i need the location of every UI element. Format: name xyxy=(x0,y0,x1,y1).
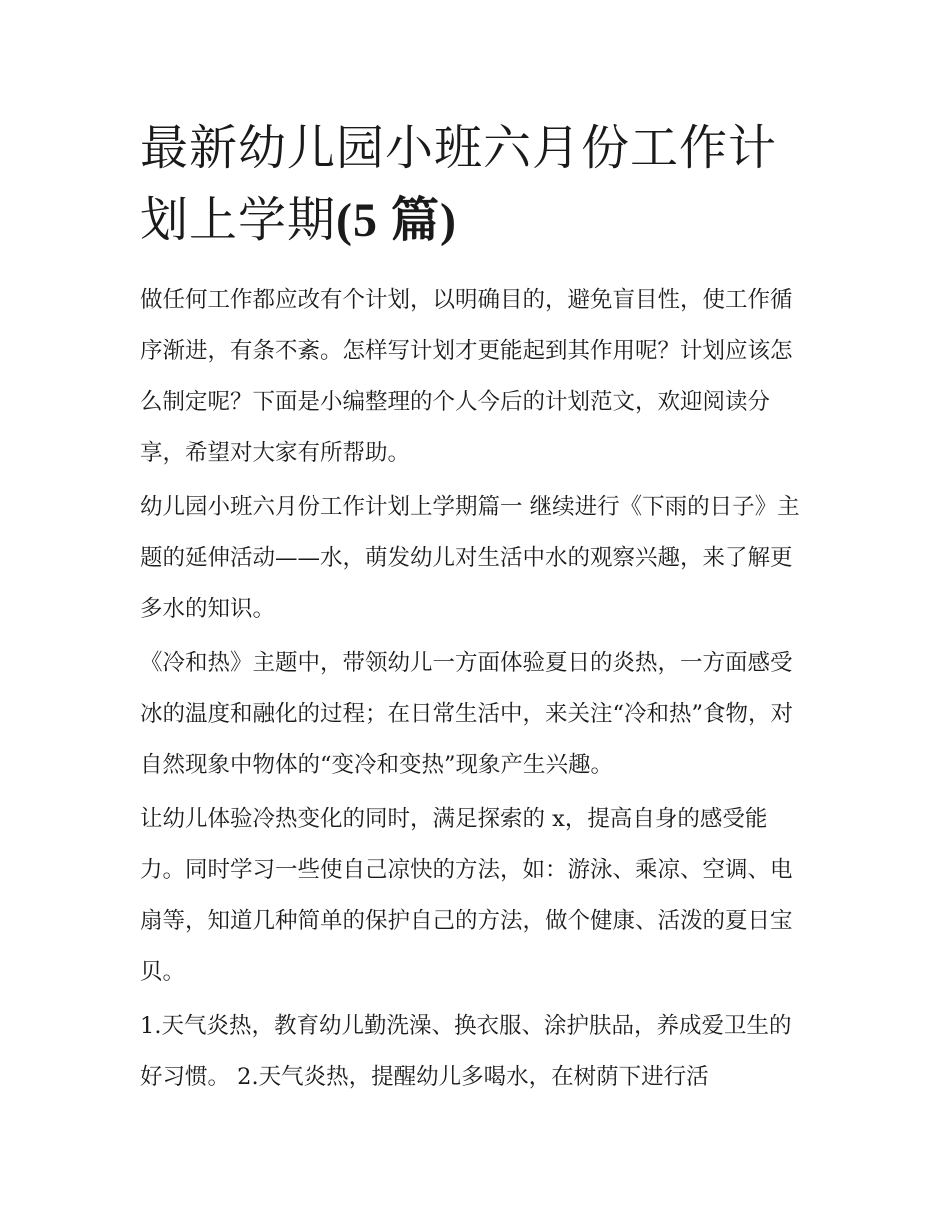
title-suffix: (5 篇) xyxy=(336,194,457,247)
document-title xyxy=(140,112,812,257)
document-page xyxy=(140,112,812,1106)
body-paragraph: 《冷和热》主题中，带领幼儿一方面体验夏日的炎热，一方面感受冰的温度和融化的过程；在日常生活中，来关注“冷和热”食物，对自然现象中物体的“变冷和变热”现象产生兴趣。 xyxy=(140,650,794,778)
title-main: 最新幼儿园小班六月份工作计划上学期 xyxy=(140,120,778,248)
intro-paragraph: 做任何工作都应改有个计划，以明确目的，避免盲目性，使工作循序渐进，有条不紊。怎样写计划才更能起到其作用呢？计划应该怎么制定呢？下面是小编整理的个人今后的计划范文，欢迎阅读分享，希望对大家有所帮助。 xyxy=(140,287,793,466)
body-paragraph: 让幼儿体验冷热变化的同时，满足探索的 x，提高自身的感受能力。同时学习一些使自己凉快的方法，如：游泳、乘凉、空调、电扇等，知道几种简单的保护自己的方法，做个健康、活泼的夏日宝贝。 xyxy=(140,806,793,985)
body-paragraph: 1.天气炎热，教育幼儿勤洗澡、换衣服、涂护肤品，养成爱卫生的好习惯。 2.天气炎热，提醒幼儿多喝水，在树荫下进行活 xyxy=(140,1013,792,1090)
body-paragraph: 幼儿园小班六月份工作计划上学期篇一 继续进行《下雨的日子》主题的延伸活动——水，萌发幼儿对生活中水的观察兴趣，来了解更多水的知识。 xyxy=(140,494,800,622)
